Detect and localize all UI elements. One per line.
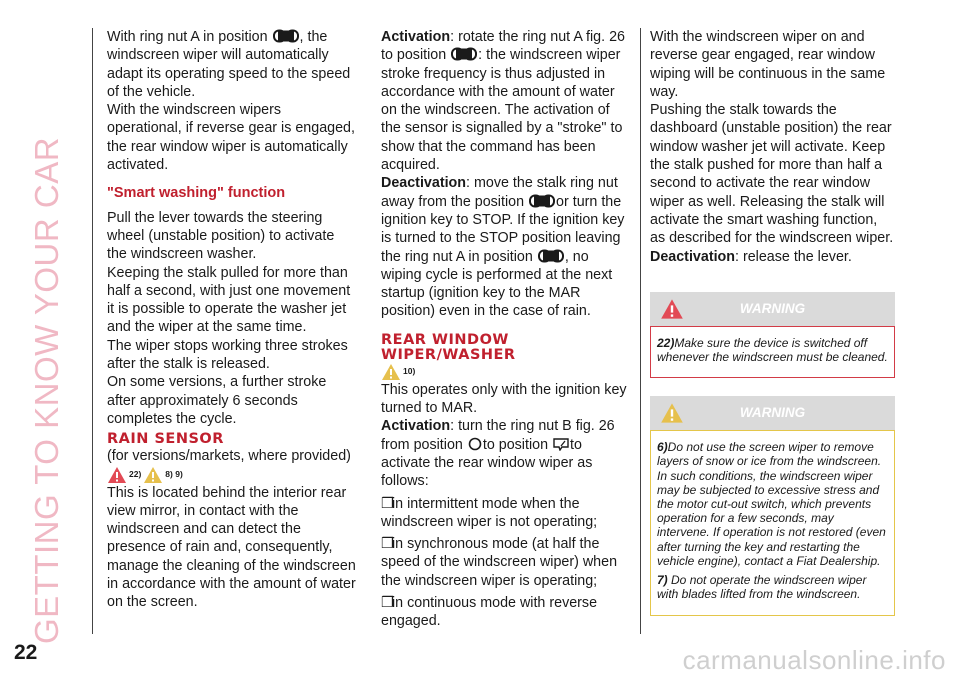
warning-title: WARNING (739, 300, 806, 316)
reference-row (381, 363, 631, 381)
paragraph: On some versions, a further stroke after approximately 6 seconds completes the cycle. (107, 374, 327, 427)
paragraph: With the windscreen wiper on and reverse gear engaged, rear window wiping will be continuous in the same way. (650, 29, 886, 100)
paragraph: Activation: turn the ring nut B fig. 26 from position to position to activate the rear window wiper as follows: (381, 418, 615, 490)
warning-triangle-icon (143, 466, 163, 484)
warning-triangle-icon (660, 402, 684, 424)
auto-position-icon (529, 194, 555, 208)
paragraph: This is located behind the interior rear view mirror, in contact with the windscreen and can detect the presence of rain and, consequently, manage the cleaning of the windscreen in accordance with the amount of water on the screen. (107, 484, 356, 611)
warning-item: 6)Do not use the screen wiper to remove layers of snow or ice from the windscreen. In such conditions, the windscreen wiper may be subjected to excessive stress and the motor cut-out switch, which prevents operation for a few seconds, may intervene. If operation is not restored (even after turning the key and restarting the vehicle engine), contact a Fiat Dealership. (657, 440, 886, 568)
warning-triangle-icon (381, 363, 401, 381)
warning-triangle-icon (107, 466, 127, 484)
auto-position-icon (273, 29, 299, 43)
deactivation-label: Deactivation (381, 175, 467, 192)
activation-label: Activation (381, 418, 451, 435)
deactivation-label: Deactivation (650, 248, 736, 265)
column-divider (92, 28, 93, 634)
paragraph: This operates only with the ignition key turned to MAR. (381, 381, 627, 417)
list-item: ❒in synchronous mode (at half the speed of the windscreen wiper) when the windscreen wiper is operating; (381, 536, 618, 589)
column-1 (107, 28, 357, 612)
circle-icon (468, 437, 482, 451)
paragraph: With ring nut A in position , the windscreen wiper will automatically adapt its operating speed to the speed of the vehicle. (107, 29, 351, 100)
paragraph: Deactivation: release the lever. (650, 248, 852, 265)
paragraph: The wiper stops working three strokes after the stalk is released. (107, 337, 348, 373)
list-item: ❒in intermittent mode when the windscreen wiper is not operating; (381, 495, 598, 530)
column-3 (650, 28, 895, 616)
rear-wiper-icon (553, 437, 569, 451)
rain-sensor-note: (for versions/markets, where provided) (107, 448, 351, 465)
rain-sensor-heading: RAIN SENSOR (107, 431, 224, 448)
warning-banner (650, 396, 895, 430)
paragraph: Keeping the stalk pulled for more than half a second, with just one movement it is possible to operate the washer jet and the wiper at the same time. (107, 264, 351, 336)
paragraph: Activation: rotate the ring nut A fig. 26 to position : the windscreen wiper stroke frequency is thus adjusted in accordance with the amount of water on the windscreen. The activation of the sensor is signalled by a "stroke" to show that the command has been acquired. (381, 29, 625, 174)
ref-10[interactable]: 10) (403, 366, 416, 377)
paragraph: Pull the lever towards the steering wheel (unstable position) to activate the windscreen washer. (107, 209, 335, 263)
warning-banner (650, 292, 895, 326)
activation-label: Activation (381, 29, 451, 45)
warning-box (650, 430, 895, 615)
column-divider (640, 28, 641, 634)
smart-washing-heading: "Smart washing" function (107, 185, 286, 202)
watermark[interactable]: carmanualsonline.info (682, 645, 946, 675)
auto-position-icon (538, 249, 564, 263)
paragraph: With the windscreen wipers operational, if reverse gear is engaged, the rear window wiper is automatically activated. (107, 102, 355, 174)
warning-item: 7) Do not operate the windscreen wiper with blades lifted from the windscreen. (657, 573, 867, 602)
warning-box (650, 326, 895, 378)
ref-8-9[interactable]: 8) 9) (165, 469, 183, 480)
reference-row (107, 466, 357, 484)
paragraph: Deactivation: move the stalk ring nut away from the position or turn the ignition key to STOP. If the ignition key is turned to the STOP position leaving the ring nut A in position , no wiping cycle is performed at the next startup (ignition key to the MAR position) even in the case of rain. (381, 175, 625, 320)
side-title: GETTING TO KNOW YOUR CAR (28, 136, 65, 644)
warning-triangle-icon (660, 298, 684, 320)
auto-position-icon (451, 47, 477, 61)
warning-title: WARNING (739, 405, 806, 421)
list-item: ❒in continuous mode with reverse engaged. (381, 595, 598, 630)
warning-item: 22)Make sure the device is switched off whenever the windscreen must be cleaned. (657, 335, 888, 365)
ref-22[interactable]: 22) (129, 469, 142, 480)
column-2 (381, 28, 631, 631)
paragraph: Pushing the stalk towards the dashboard (unstable position) the rear window washer jet will activate. Keep the stalk pushed for more than half a second to activate the rear window wiper as well. Releasing the stalk will activate the smart washing function, as described for the windscreen wiper. (650, 102, 894, 247)
page-number: 22 (14, 641, 38, 664)
rear-wiper-heading: REAR WINDOW WIPER/WASHER (381, 331, 516, 363)
